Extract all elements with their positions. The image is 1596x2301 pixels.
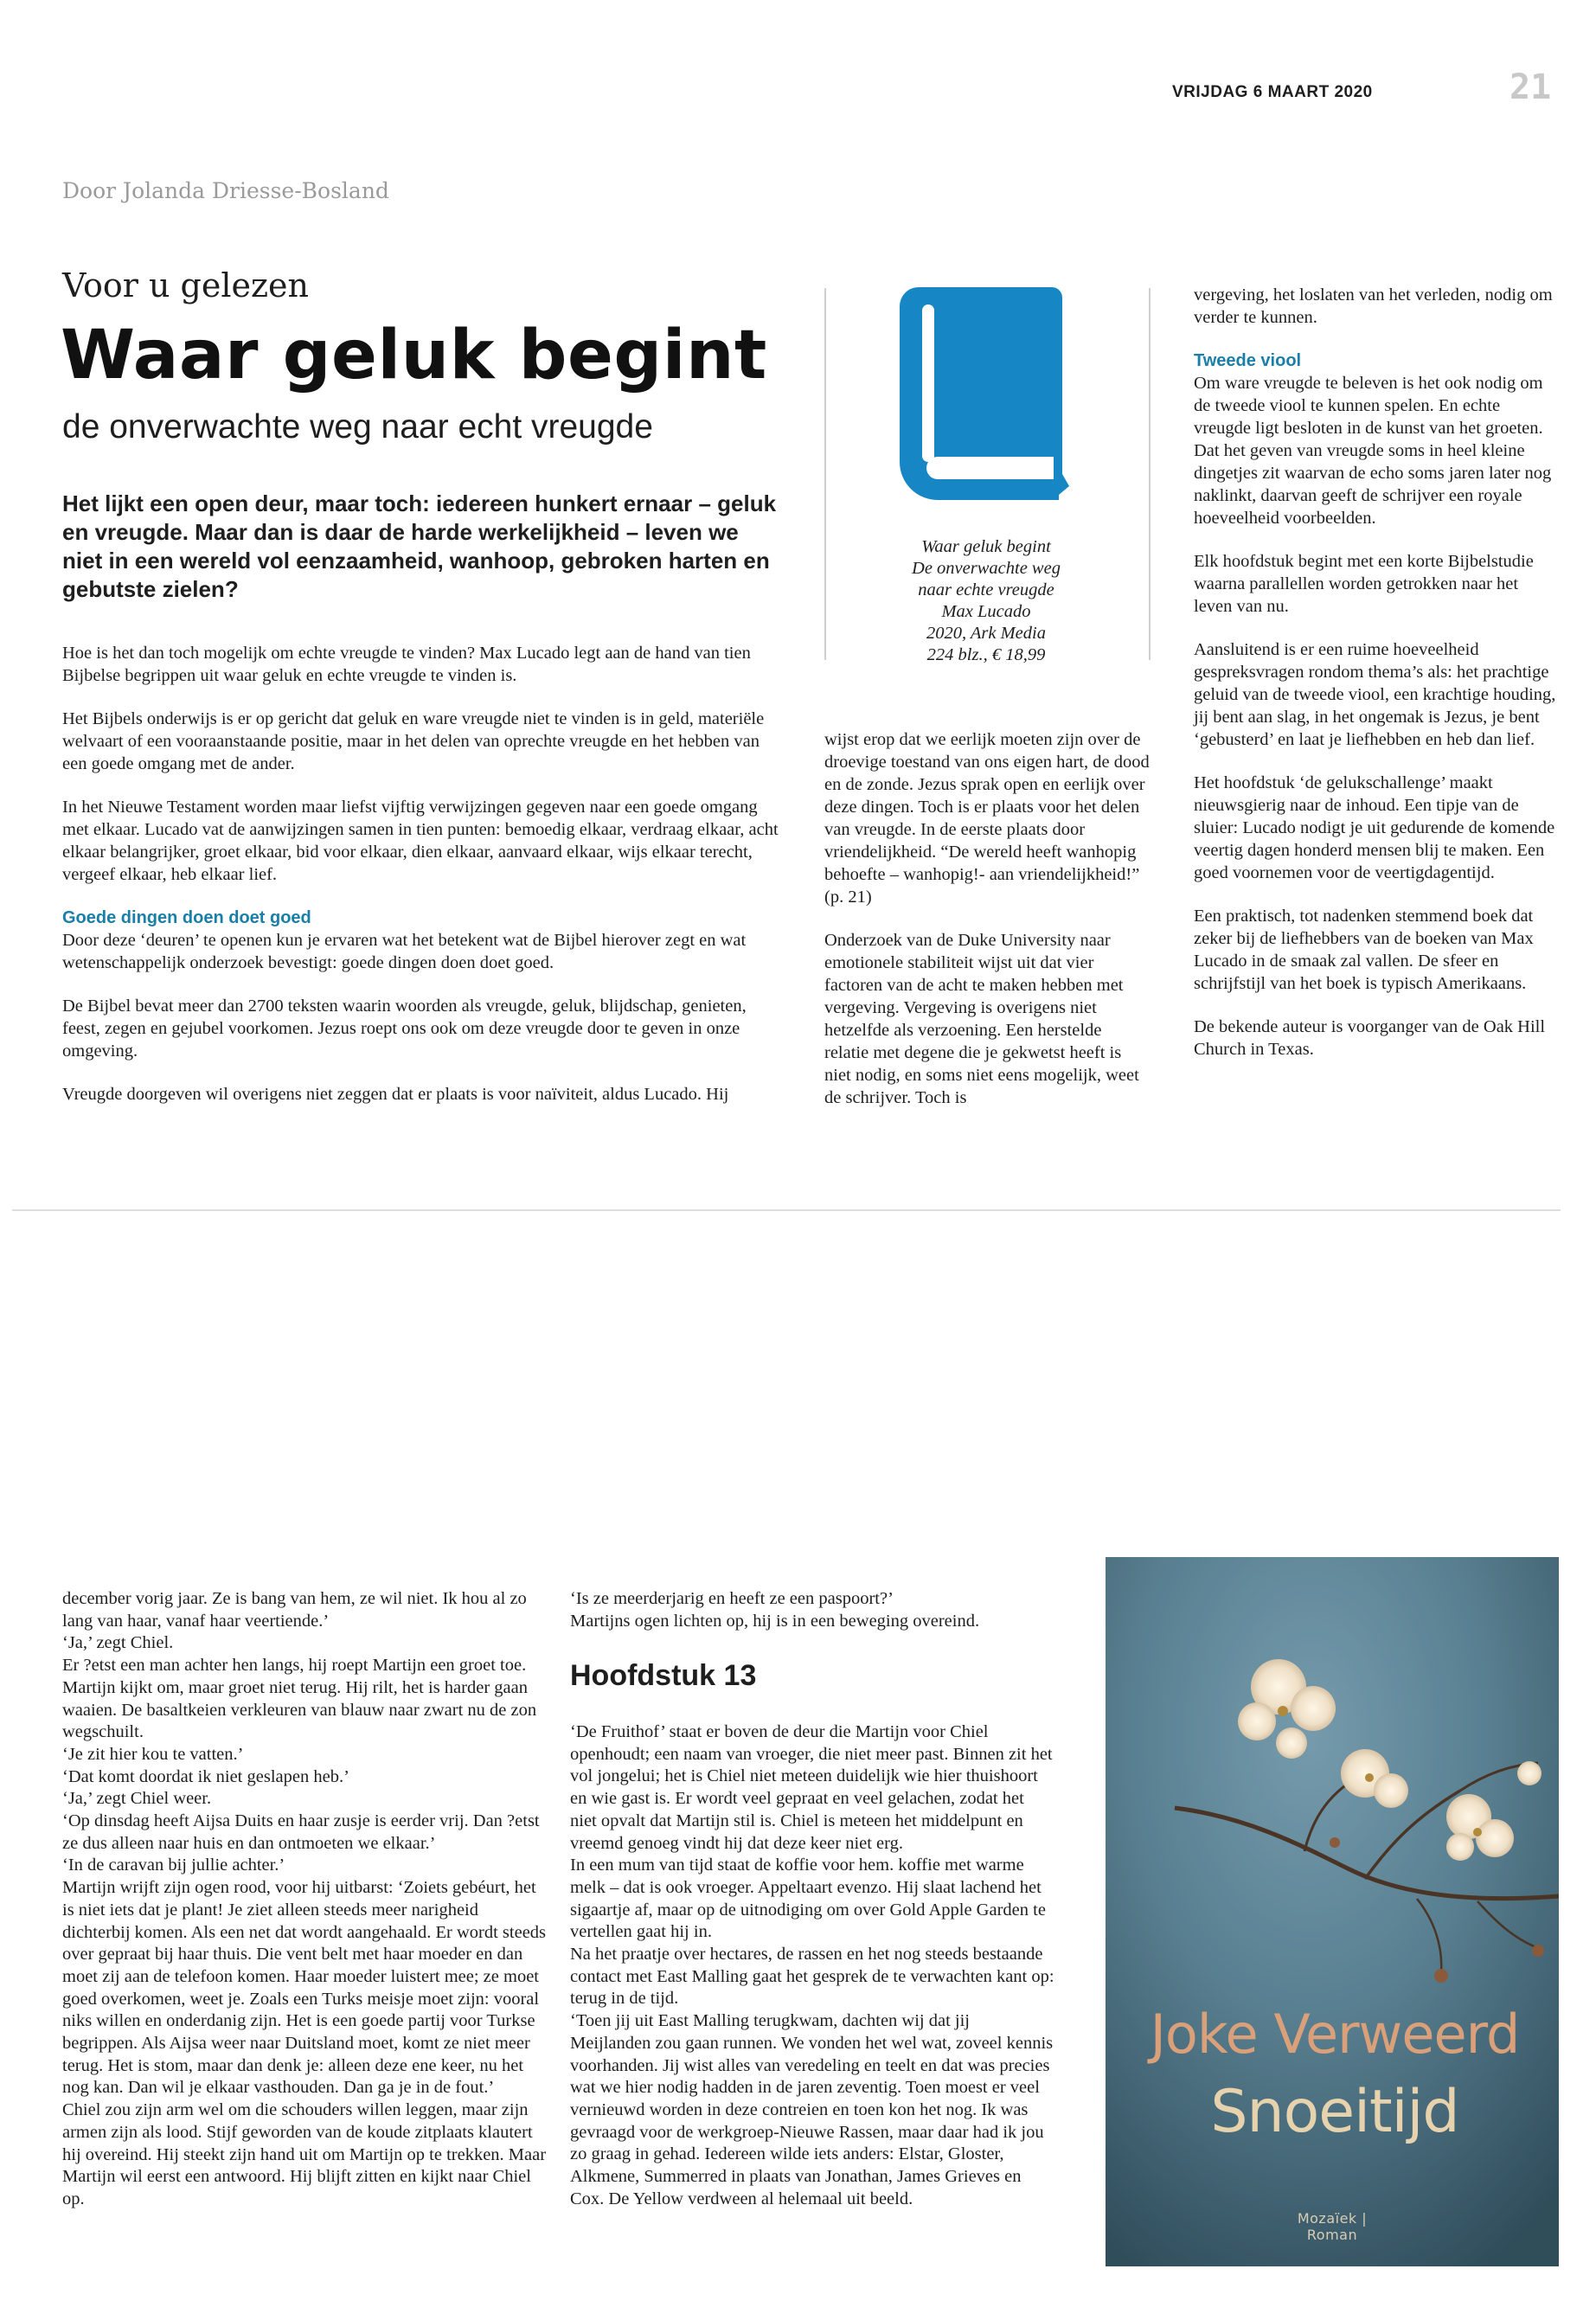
caption-line: 224 blz., € 18,99: [926, 645, 1046, 664]
headline: Waar geluk begint: [61, 317, 767, 394]
story-column-1: [62, 1588, 547, 2211]
issue-date: VRIJDAG 6 MAART 2020: [1172, 83, 1373, 101]
section-divider: [12, 1209, 1561, 1211]
paragraph: Onderzoek van de Duke University naar emotionele stabiliteit wijst uit dat vier factoren van de acht te maken hebben met vergeving. Vergeving is overigens niet hetzelfde als verzoening. Een herstelde relatie met degene die je gekwetst heeft is niet nodig, en soms niet eens mogelijk, weet de schrijver. Toch is: [824, 931, 1139, 1107]
article-column-3: [1194, 284, 1557, 1081]
section-heading: Goede dingen doen doet goed: [62, 908, 311, 927]
lead-paragraph: Het lijkt een open deur, maar toch: iedereen hunkert ernaar – geluk en vreugde. Maar dan is daar de harde werkelijkheid – leven we niet in een wereld vol eenzaamheid, wanhoop, gebroken harten en gebutste zielen?: [62, 490, 777, 602]
story-line: ‘Ja,’ zegt Chiel.: [62, 1633, 174, 1653]
subheadline: de onverwachte weg naar echt vreugde: [62, 408, 653, 445]
caption-line: Waar geluk begint: [921, 537, 1051, 556]
caption-line: De onverwachte weg: [912, 559, 1061, 578]
cover-title: Snoeitijd: [1210, 2078, 1459, 2146]
paragraph: Vreugde doorgeven wil overigens niet zeggen dat er plaats is voor naïviteit, aldus Lucado. Hij: [62, 1085, 729, 1104]
story-line: december vorig jaar. Ze is bang van hem, ze wil niet. Ik hou al zo lang van haar, vanaf haar veertiende.’: [62, 1589, 527, 1631]
paragraph: vergeving, het loslaten van het verleden, nodig om verder te kunnen.: [1194, 285, 1553, 327]
story-column-2: [570, 1721, 1054, 2210]
caption-line: Max Lucado: [941, 602, 1031, 621]
paragraph: Het hoofdstuk ‘de gelukschallenge’ maakt nieuwsgierig naar de inhoud. Een tipje van de sluier: Lucado nodigt je uit gedurende de komende veertig dagen honderd mensen blij te maken. Een goed voornemen voor de veertigdagentijd.: [1194, 773, 1555, 882]
paragraph: De bekende auteur is voorganger van de Oak Hill Church in Texas.: [1194, 1017, 1546, 1059]
story-line: ‘Op dinsdag heeft Aijsa Duits en haar zusje is eerder vrij. Dan ?etst ze dus alleen naar huis en dan ontmoeten we elkaar.’: [62, 1811, 540, 1853]
story-line: ‘In de caravan bij jullie achter.’: [62, 1856, 285, 1875]
article-column-1: [62, 642, 780, 1126]
paragraph: De Bijbel bevat meer dan 2700 teksten waarin woorden als vreugde, geluk, blijdschap, genieten, feest, zegen en gejubel voorkomen. Jezus roept ons ook om deze vreugde door te geven in onze omgeving.: [62, 997, 747, 1061]
column-rule: [1149, 288, 1151, 660]
story-line: Martijns ogen lichten op, hij is in een beweging overeind.: [570, 1611, 980, 1631]
page-number: 21: [1509, 67, 1552, 107]
story-line: Martijn wrijft zijn ogen rood, voor hij uitbarst: ‘Zoiets gebéurt, het is niet iets dat je plant! Je ziet alleen steeds meer narigheid dichterbij komen. Als een net dat wordt aangehaald. Er wordt steeds over gepraat bij haar thuis. Die vent belt met haar moeder en dan moet zij aan de telefoon komen. Haar moeder luistert mee; ze moet goed overkomen, weet je. Zoals een Turks meisje moet zijn: vooral niks willen en onderdanig zijn. Het is een goede partij voor Turkse begrippen. Als Aijsa weer naar Duitsland moet, komt ze niet meer terug. Het is stom, maar dan denk je: alleen deze ene keer, nu het nog kan. Dan wil je elkaar vasthouden. Dan ga je in de fout.’: [62, 1878, 547, 2098]
story-column-2-top: [570, 1588, 1054, 1632]
story-line: Chiel zou zijn arm wel om die schouders willen leggen, maar zijn armen zijn als lood. Stijf geworden van de koude zitplaats klautert hij overeind. Hij steekt zijn hand uit om Martijn op te trekken. Maar Martijn wil eerst een antwoord. Hij blijft zitten en kijkt naar Chiel op.: [62, 2100, 547, 2208]
paragraph: Door deze ‘deuren’ te openen kun je ervaren wat het betekent wat de Bijbel hierover zegt en wat wetenschappelijk onderzoek bevestigt: goede dingen doen doet goed.: [62, 931, 747, 972]
story-line: Er ?etst een man achter hen langs, hij roept Martijn een groet toe. Martijn kijkt om, maar groet niet terug. Hij rilt, het is harder gaan waaien. De basaltkeien verkleuren van blauw naar zwart nu de zon wegschuilt.: [62, 1656, 537, 1742]
paragraph: wijst erop dat we eerlijk moeten zijn over de droevige toestand van ons eigen hart, de dood en de zonde. Jezus sprak open en eerlijk over deze dingen. Toch is er plaats voor het delen van vreugde. In de eerste plaats door vriendelijkheid. “De wereld heeft wanhopig behoefte – wanhopig!- aan vriendelijkheid!” (p. 21): [824, 730, 1150, 907]
story-line: ‘Toen jij uit East Malling terugkwam, dachten wij dat jij Meijlanden zou gaan runnen. We vonden het wel wat, zoveel kennis voorhanden. Jij wist alles van veredeling en teelt en dat was precies wat we hier nodig hadden in de jaren zeventig. Toen moest er veel vernieuwd worden in deze contreien en toen kon het nog. Ik was gevraagd voor de werkgroep-Nieuwe Rassen, maar daar had ik jou zo graag in gehad. Iedereen wilde iets anders: Elstar, Gloster, Alkmene, Summerred in plaats van Jonathan, James Grieves en Cox. De Yellow verdween al helemaal uit beeld.: [570, 2011, 1054, 2208]
cover-author: Joke Verweerd: [1150, 2003, 1520, 2066]
caption-line: 2020, Ark Media: [926, 624, 1046, 643]
story-line: ‘Ja,’ zegt Chiel weer.: [62, 1789, 212, 1809]
paragraph: Elk hoofdstuk begint met een korte Bijbelstudie waarna parallellen worden getrokken naar het leven van nu.: [1194, 552, 1534, 616]
story-line: ‘Is ze meerderjarig en heeft ze een paspoort?’: [570, 1589, 894, 1608]
paragraph: In het Nieuwe Testament worden maar liefst vijftig verwijzingen gegeven naar een goede omgang met elkaar. Lucado vat de aanwijzingen samen in tien punten: bemoedig elkaar, verdraag elkaar, acht elkaar belangrijker, groet elkaar, bid voor elkaar, dien elkaar, aanvaard elkaar, wijs elkaar terecht, vergeef elkaar, heb elkaar lief.: [62, 798, 779, 884]
paragraph: Om ware vreugde te beleven is het ook nodig om de tweede viool te kunnen spelen. En echte vreugde ligt besloten in de kunst van het groeten. Dat het geven van vreugde soms in heel kleine dingetjes zit waarvan de echo soms jaren later nog naklinkt, daarvan geeft de schrijver een royale hoeveelheid voorbeelden.: [1194, 374, 1552, 528]
paragraph: Een praktisch, tot nadenken stemmend boek dat zeker bij de liefhebbers van de boeken van Max Lucado in de smaak zal vallen. De sfeer en schrijfstijl van het boek is typisch Amerikaans.: [1194, 907, 1534, 993]
story-line: Na het praatje over hectares, de rassen en het nog steeds bestaande contact met East Malling gaat het gesprek de te verwachten kant op: terug in de tijd.: [570, 1945, 1054, 2009]
story-line: In een mum van tijd staat de koffie voor hem. koffie met warme melk – dat is ook vroeger. Appeltaart evenzo. Hij slaat lachend het sigaartje af, maar op de uitnodiging om over Gold Apple Garden te vertellen gaat hij in.: [570, 1856, 1046, 1942]
book-details-caption: [856, 536, 1116, 666]
story-line: ‘Dat komt doordat ik niet geslapen heb.’: [62, 1766, 349, 1786]
article-column-2: [824, 728, 1150, 1130]
paragraph: Hoe is het dan toch mogelijk om echte vreugde te vinden? Max Lucado legt aan de hand van tien Bijbelse begrippen uit waar geluk en echte vreugde te vinden is.: [62, 644, 751, 685]
section-heading: Tweede viool: [1194, 351, 1302, 370]
paragraph: Het Bijbels onderwijs is er op gericht dat geluk en ware vreugde niet te vinden is in geld, materiële welvaart of een vooraanstaande positie, maar in het delen van oprechte vreugde en het hebben van een goede omgang met de ander.: [62, 709, 765, 773]
kicker: Voor u gelezen: [62, 266, 309, 304]
cover-publisher: Mozaïek | Roman: [1297, 2210, 1368, 2243]
column-rule: [824, 288, 826, 660]
chapter-title: Hoofdstuk 13: [570, 1659, 757, 1692]
book-icon: [900, 287, 1069, 504]
byline: Door Jolanda Driesse-Bosland: [62, 178, 389, 203]
story-line: ‘De Fruithof’ staat er boven de deur die Martijn voor Chiel openhoudt; een naam van vroeger, die niet meer past. Binnen zit het vol jongelui; het is Chiel niet meteen duidelijk wie hier thuishoort en wie gast is. Er wordt veel gepraat en veel gelachen, zodat het niet opvalt dat Martijn stil is. Chiel is meteen het middelpunt en vreemd genoeg vindt hij dat deze keer niet erg.: [570, 1722, 1053, 1853]
paragraph: Aansluitend is er een ruime hoeveelheid gespreksvragen rondom thema’s als: het prachtige geluid van de tweede viool, een krachtige houding, jij bent aan slag, in het ongemak is Jezus, je bent ‘gebusterd’ en laat je liefhebben en heb dan lief.: [1194, 640, 1556, 749]
caption-line: naar echte vreugde: [918, 580, 1054, 599]
story-line: ‘Je zit hier kou te vatten.’: [62, 1744, 244, 1764]
book-cover-image: [1106, 1557, 1559, 2266]
